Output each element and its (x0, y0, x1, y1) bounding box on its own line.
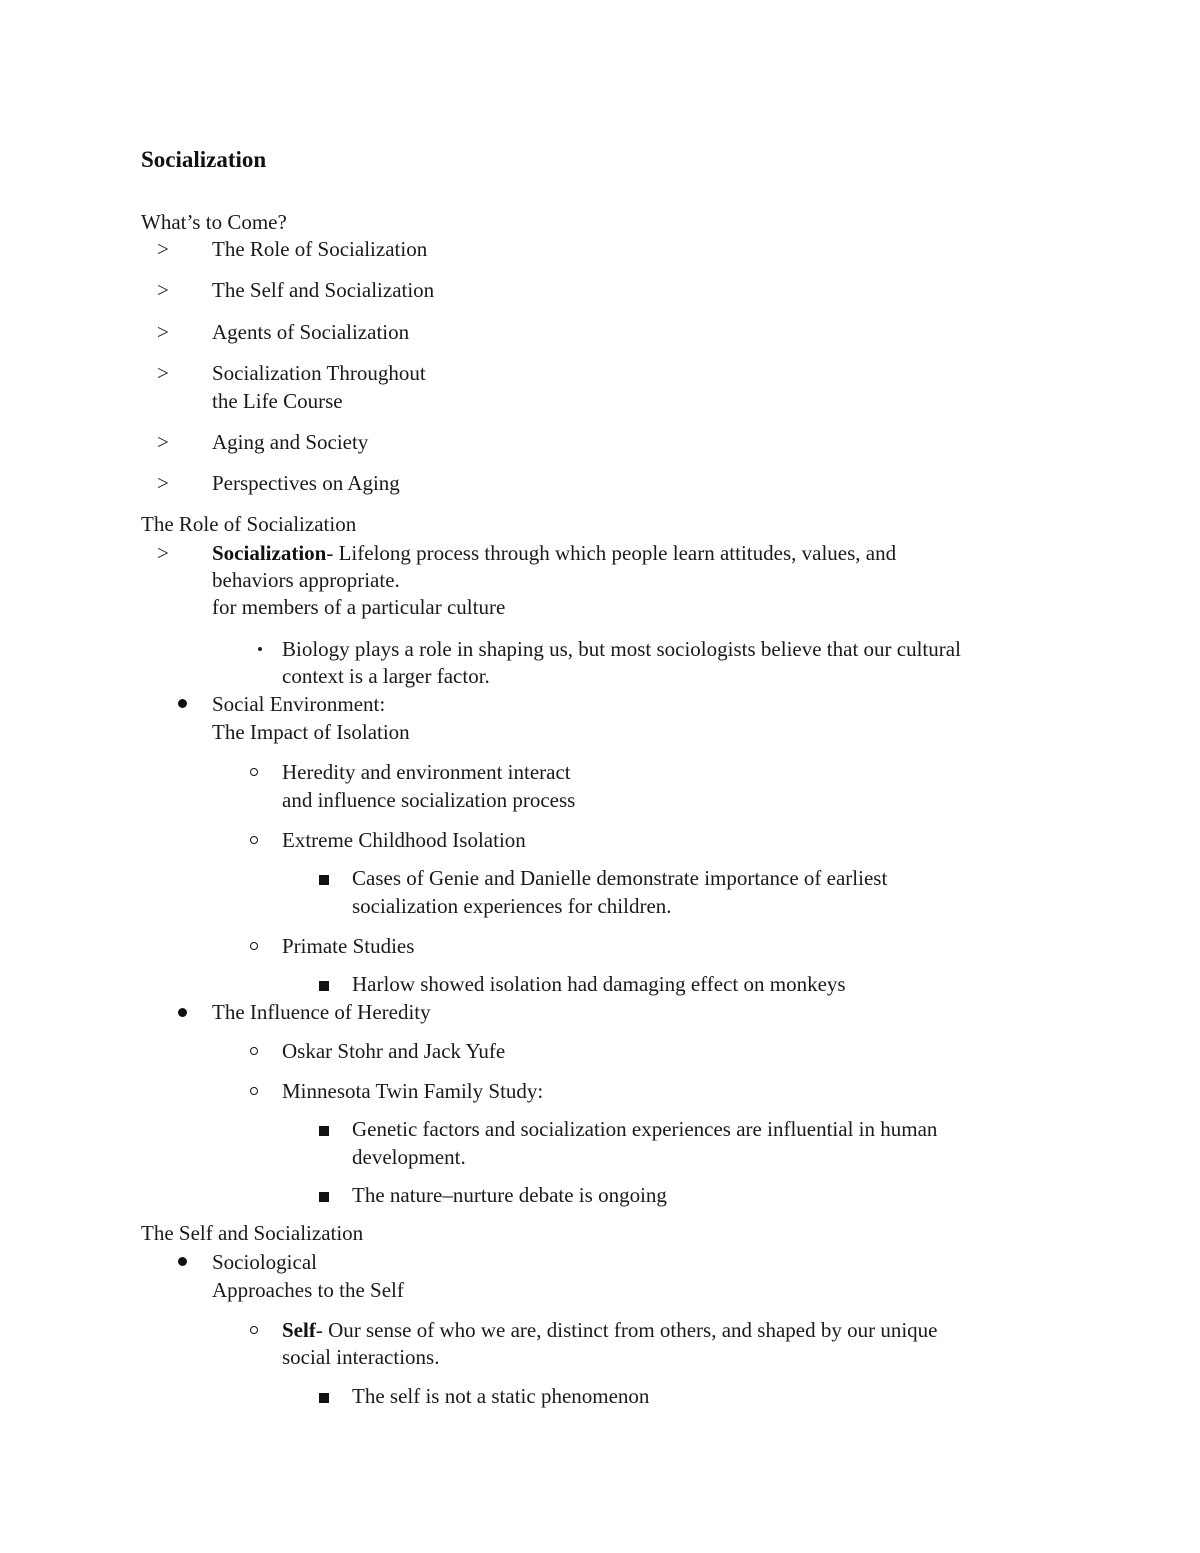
oskar-text: Oskar Stohr and Jack Yufe (282, 1039, 506, 1063)
genetic-factors-text-cont: development. (352, 1145, 466, 1169)
document-title: Socialization (141, 147, 267, 172)
toc-marker: > (157, 278, 169, 302)
socialization-definition-line (212, 539, 896, 567)
toc-marker: > (157, 237, 169, 261)
square-bullet-icon (319, 875, 329, 885)
toc-marker: > (157, 471, 169, 495)
toc-item: Socialization Throughout (212, 361, 426, 385)
self-term: Self (282, 1318, 316, 1342)
circle-bullet-icon (250, 768, 258, 776)
socialization-definition-cont: for members of a particular culture (212, 595, 506, 619)
section-heading-role: The Role of Socialization (141, 512, 357, 536)
circle-bullet-icon (250, 1047, 258, 1055)
biology-text-cont: context is a larger factor. (282, 664, 490, 688)
bullet-icon (178, 1008, 187, 1017)
socialization-term: Socialization (212, 541, 327, 565)
toc-item: Perspectives on Aging (212, 471, 400, 495)
circle-bullet-icon (250, 942, 258, 950)
nature-nurture-text: The nature–nurture debate is ongoing (352, 1183, 667, 1207)
toc-marker: > (157, 320, 169, 344)
toc-item: Agents of Socialization (212, 320, 410, 344)
toc-item: The Self and Socialization (212, 278, 435, 302)
toc-marker: > (157, 430, 169, 454)
circle-bullet-icon (250, 836, 258, 844)
toc-item: Aging and Society (212, 430, 369, 454)
self-definition-cont: social interactions. (282, 1345, 440, 1369)
toc-heading: What’s to Come? (141, 210, 287, 234)
square-bullet-icon (319, 1126, 329, 1136)
role-marker: > (157, 541, 169, 565)
sociological-approaches-text-cont: Approaches to the Self (212, 1278, 404, 1302)
primate-studies-text: Primate Studies (282, 934, 415, 958)
extreme-isolation-text: Extreme Childhood Isolation (282, 828, 526, 852)
influence-heredity-text: The Influence of Heredity (212, 1000, 431, 1024)
section-heading-self: The Self and Socialization (141, 1221, 364, 1245)
socialization-definition: - Lifelong process through which people learn attitudes, values, and (326, 541, 897, 565)
circle-bullet-icon (250, 1087, 258, 1095)
small-bullet-icon (258, 647, 262, 651)
square-bullet-icon (319, 981, 329, 991)
genie-text: Cases of Genie and Danielle demonstrate importance of earliest (352, 866, 888, 890)
socialization-definition-cont: behaviors appropriate. (212, 568, 400, 592)
minnesota-text: Minnesota Twin Family Study: (282, 1079, 544, 1103)
genetic-factors-text: Genetic factors and socialization experiences are influential in human (352, 1117, 938, 1141)
harlow-text: Harlow showed isolation had damaging effect on monkeys (352, 972, 846, 996)
bullet-icon (178, 1257, 187, 1266)
self-definition: - Our sense of who we are, distinct from others, and shaped by our unique (315, 1318, 938, 1342)
self-static-text: The self is not a static phenomenon (352, 1384, 650, 1408)
square-bullet-icon (319, 1393, 329, 1403)
heredity-environment-text-cont: and influence socialization process (282, 788, 576, 812)
toc-item-continuation: the Life Course (212, 389, 343, 413)
social-environment-text-cont: The Impact of Isolation (212, 720, 410, 744)
circle-bullet-icon (250, 1326, 258, 1334)
toc-marker: > (157, 361, 169, 385)
heredity-environment-text: Heredity and environment interact (282, 760, 571, 784)
square-bullet-icon (319, 1192, 329, 1202)
bullet-icon (178, 699, 187, 708)
self-definition-line (282, 1316, 938, 1344)
toc-item: The Role of Socialization (212, 237, 428, 261)
biology-text: Biology plays a role in shaping us, but most sociologists believe that our cultural (282, 637, 961, 661)
genie-text-cont: socialization experiences for children. (352, 894, 672, 918)
sociological-approaches-text: Sociological (212, 1250, 317, 1274)
social-environment-text: Social Environment: (212, 692, 386, 716)
